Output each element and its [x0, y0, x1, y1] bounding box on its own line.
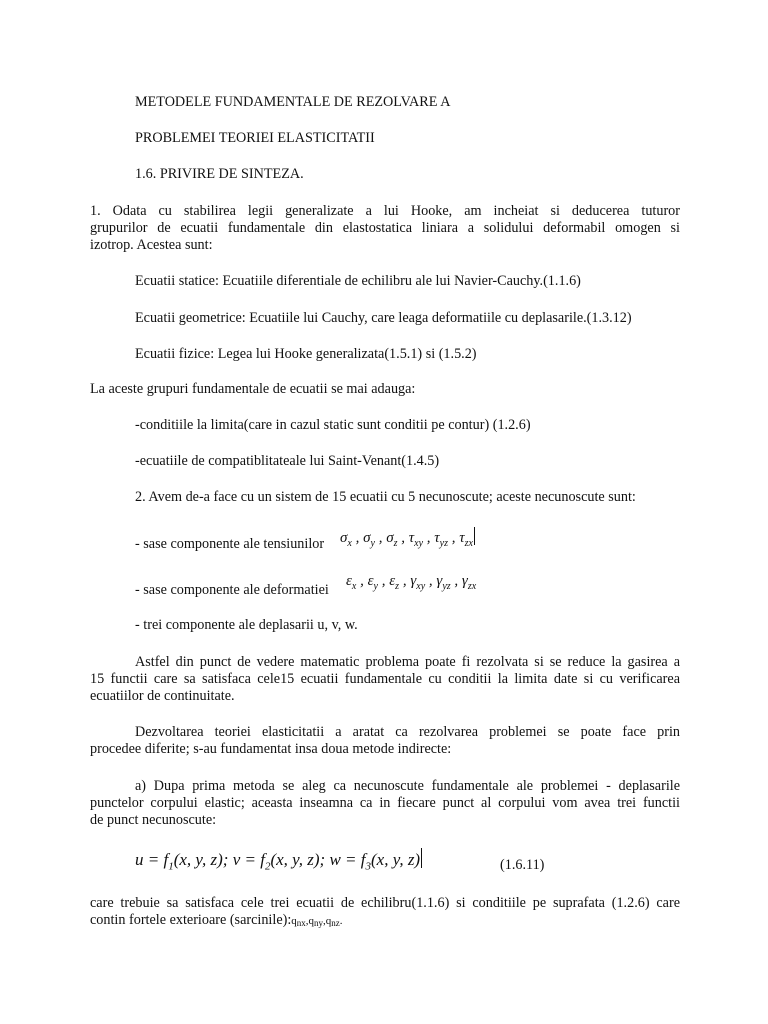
stress-components-formula: $\sigma_x$ , $\sigma_y$ , $\sigma_z$ , $\tau_{xy}$ , $\tau_{yz}$ , $\tau_{zx}$	[340, 527, 475, 553]
paragraph-4-line-2: procedee diferite; s-au fundamentat insa doua metode indirecte:	[90, 741, 452, 757]
paragraph-3-line-3: ecuatiilor de continuitate.	[90, 688, 235, 704]
stress-components-label: - sase componente ale tensiunilor	[135, 536, 325, 552]
paragraph-3-line-1: Astfel din punct de vedere matematic problema poate fi rezolvata si se reduce la gasirea a	[135, 654, 680, 670]
paragraph-6-line-1: care trebuie sa satisfaca cele trei ecuatii de echilibru(1.1.6) si conditiile pe suprafata (1.2.6) care	[90, 895, 680, 911]
paragraph-1-line-2: grupurilor de ecuatii fundamentale din elastostatica liniara a solidului deformabil omogen si	[90, 220, 680, 236]
static-equations: Ecuatii statice: Ecuatiile diferentiale de echilibru ale lui Navier-Cauchy.(1.1.6)	[135, 273, 581, 289]
equation-number: (1.6.11)	[500, 857, 545, 873]
strain-components-label: - sase componente ale deformatiei	[135, 582, 329, 598]
paragraph-1-line-1: 1. Odata cu stabilirea legii generalizate a lui Hooke, am incheiat si deducerea tuturor	[90, 203, 680, 219]
paragraph-5-line-1: a) Dupa prima metoda se aleg ca necunoscute fundamentale ale problemei - deplasarile	[135, 778, 680, 794]
surface-loads: qnx,qny,qnz.	[291, 915, 343, 928]
added-equations-intro: La aceste grupuri fundamentale de ecuatii se mai adauga:	[90, 381, 416, 397]
paragraph-3-line-2: 15 functii care sa satisfaca cele15 ecuatii fundamentale cu conditii la limita date si cu verificarea	[90, 671, 680, 687]
displacement-components: - trei componente ale deplasarii u, v, w.	[135, 617, 358, 633]
compatibility-equations: -ecuatiile de compatiblitateale lui Saint-Venant(1.4.5)	[135, 453, 440, 469]
paragraph-6-line-2	[90, 912, 343, 932]
physical-equations: Ecuatii fizice: Legea lui Hooke generalizata(1.5.1) si (1.5.2)	[135, 346, 477, 362]
title-line-1: METODELE FUNDAMENTALE DE REZOLVARE A	[135, 94, 451, 110]
displacement-functions-formula: $u = f_1(x$, y, z); $v = f_2(x$, y, z); $w = f_3(x$, y, z)	[135, 850, 421, 873]
title-line-2: PROBLEMEI TEORIEI ELASTICITATII	[135, 130, 375, 146]
paragraph-2: 2. Avem de-a face cu un sistem de 15 ecuatii cu 5 necunoscute; aceste necunoscute sunt:	[135, 489, 636, 505]
geometric-equations: Ecuatii geometrice: Ecuatiile lui Cauchy, care leaga deformatiile cu deplasarile.(1.3.12)	[135, 310, 632, 326]
section-heading: 1.6. PRIVIRE DE SINTEZA.	[135, 166, 304, 182]
strain-components-formula: $\varepsilon_x$ , $\varepsilon_y$ , $\varepsilon_z$ , $\gamma_{xy}$ , $\gamma_{yz}$ , $\gamma_{zx}$	[346, 573, 477, 592]
paragraph-5-line-2: punctelor corpului elastic; aceasta inseamna ca in fiecare punct al corpului vom avea trei functii	[90, 795, 680, 811]
boundary-conditions: -conditiile la limita(care in cazul static sunt conditii pe contur) (1.2.6)	[135, 417, 531, 433]
paragraph-1-line-3: izotrop. Acestea sunt:	[90, 237, 213, 253]
paragraph-5-line-3: de punct necunoscute:	[90, 812, 217, 828]
paragraph-6-text: contin fortele exterioare (sarcinile):	[90, 912, 292, 928]
paragraph-4-line-1: Dezvoltarea teoriei elasticitatii a aratat ca rezolvarea problemei se poate face prin	[135, 724, 680, 740]
